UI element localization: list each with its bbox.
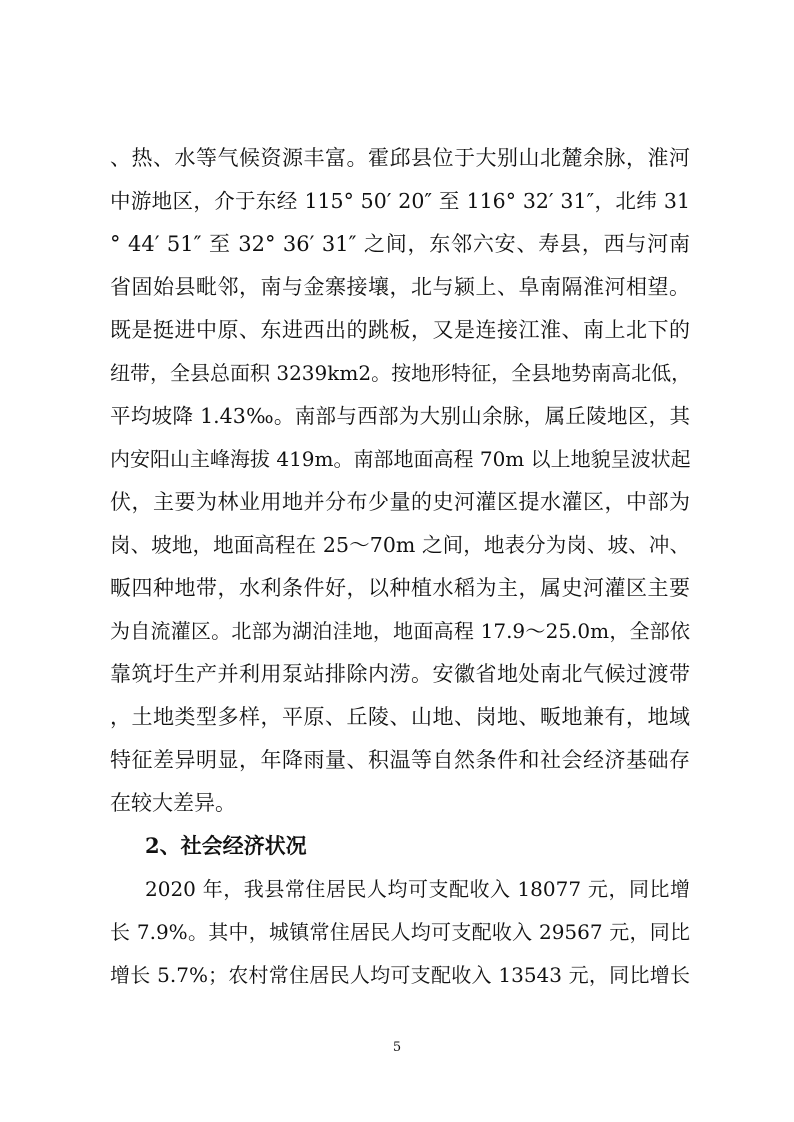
paragraph-line: 纽带，全县总面积 3239km2。按地形特征，全县地势南高北低， — [110, 361, 692, 385]
paragraph-line: ° 44′ 51″ 至 32° 36′ 31″ 之间，东邻六安、寿县，西与河南 — [110, 232, 690, 256]
paragraph-line: 特征差异明显，年降雨量、积温等自然条件和社会经济基础存 — [110, 748, 690, 772]
paragraph-line: ，土地类型多样，平原、丘陵、山地、岗地、畈地兼有，地域 — [110, 705, 690, 729]
paragraph-line: 2020 年，我县常住居民人均可支配收入 18077 元，同比增 — [145, 877, 690, 901]
paragraph-line: 在较大差异。 — [110, 791, 236, 815]
paragraph-line: 靠筑圩生产并利用泵站排除内涝。安徽省地处南北气候过渡带 — [110, 662, 690, 686]
paragraph-line: 内安阳山主峰海拔 419m。南部地面高程 70m 以上地貌呈波状起 — [110, 447, 691, 471]
paragraph-line: 中游地区，介于东经 115° 50′ 20″ 至 116° 32′ 31″，北纬 31 — [110, 189, 690, 213]
paragraph-line: 为自流灌区。北部为湖泊洼地，地面高程 17.9～25.0m，全部依 — [110, 619, 690, 643]
paragraph-line: 增长 5.7%；农村常住居民人均可支配收入 13543 元，同比增长 — [110, 963, 690, 987]
paragraph-line: 伏，主要为林业用地并分布少量的史河灌区提水灌区，中部为 — [110, 490, 690, 514]
section-heading: 2、社会经济状况 — [145, 833, 307, 858]
paragraph-line: 长 7.9%。其中，城镇常住居民人均可支配收入 29567 元，同比 — [110, 920, 690, 944]
paragraph-line: 畈四种地带，水利条件好，以种植水稻为主，属史河灌区主要 — [110, 576, 690, 600]
paragraph-line: 既是挺进中原、东进西出的跳板，又是连接江淮、南上北下的 — [110, 318, 690, 342]
paragraph-line: 岗、坡地，地面高程在 25～70m 之间，地表分为岗、坡、冲、 — [110, 533, 690, 557]
paragraph-line: 平均坡降 1.43‰。南部与西部为大别山余脉，属丘陵地区，其 — [110, 404, 690, 428]
paragraph-line: 、热、水等气候资源丰富。霍邱县位于大别山北麓余脉，淮河 — [110, 146, 690, 170]
paragraph-line: 省固始县毗邻，南与金寨接壤，北与颍上、阜南隔淮河相望。 — [110, 275, 690, 299]
page-number: 5 — [392, 1040, 402, 1055]
